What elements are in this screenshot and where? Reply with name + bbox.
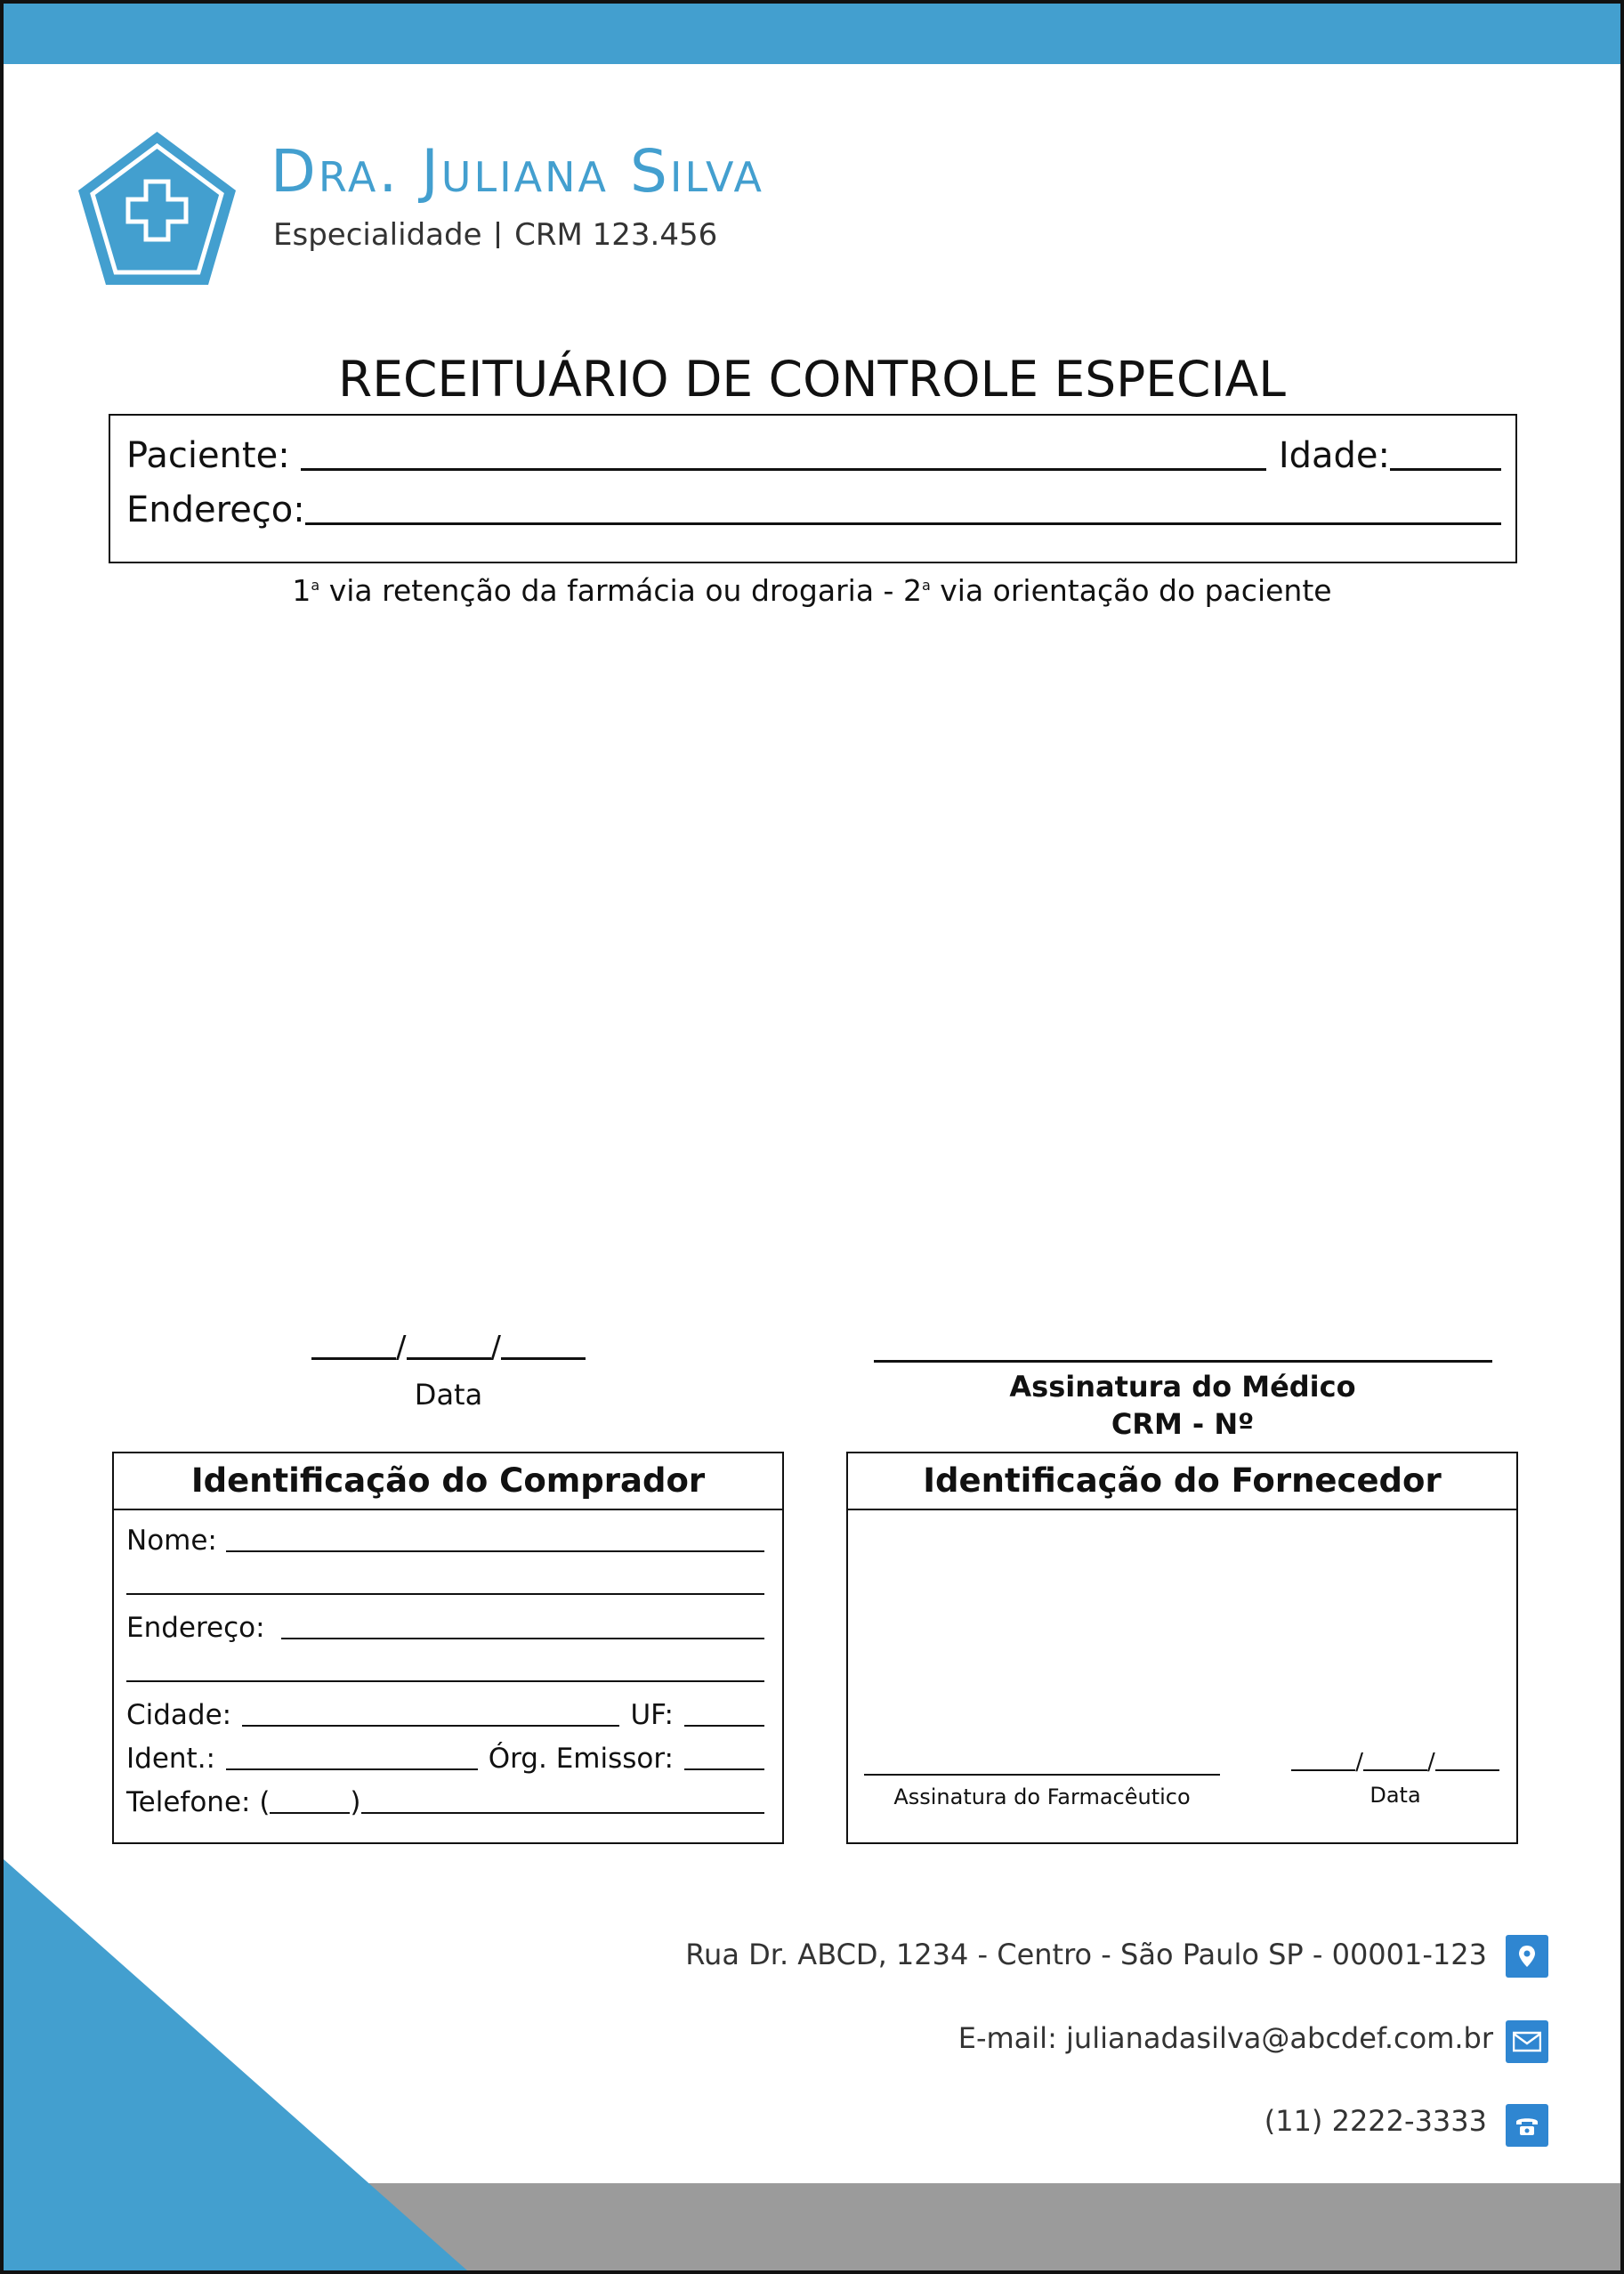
buyer-phone-row bbox=[126, 1786, 764, 1818]
doctor-credentials bbox=[273, 217, 717, 253]
buyer-address-field[interactable] bbox=[281, 1638, 764, 1639]
prescription-date-field[interactable] bbox=[306, 1330, 591, 1365]
patient-age-label: Idade: bbox=[1278, 435, 1390, 476]
corner-triangle-decoration bbox=[4, 1859, 475, 2274]
supplier-date-block bbox=[1289, 1749, 1502, 1808]
second-copy-text: via orientação do paciente bbox=[930, 573, 1332, 608]
document-title: RECEITUÁRIO DE CONTROLE ESPECIAL bbox=[338, 351, 1286, 408]
date-slash: / bbox=[1427, 1749, 1435, 1776]
buyer-ident-label: Ident.: bbox=[126, 1743, 215, 1775]
buyer-address-field-2[interactable] bbox=[126, 1680, 764, 1682]
date-slash: / bbox=[490, 1330, 501, 1365]
contact-phone[interactable]: (11) 2222-3333 bbox=[1264, 2104, 1487, 2138]
date-label: Data bbox=[414, 1378, 483, 1412]
buyer-box-title: Identificação do Comprador bbox=[114, 1453, 782, 1510]
buyer-city-row bbox=[126, 1699, 764, 1731]
copy-instructions bbox=[4, 573, 1620, 608]
contact-address: Rua Dr. ABCD, 1234 - Centro - São Paulo SP - 00001-123 bbox=[685, 1938, 1487, 1971]
date-day-field[interactable] bbox=[311, 1357, 396, 1360]
contact-email[interactable]: E-mail: julianadasilva@abcdef.com.br bbox=[957, 2021, 1493, 2055]
patient-name-row bbox=[126, 435, 1501, 476]
doctor-crm-label: CRM - Nº bbox=[1111, 1407, 1255, 1441]
patient-name-label: Paciente: bbox=[126, 435, 290, 476]
supplier-box-title: Identificação do Fornecedor bbox=[848, 1453, 1516, 1510]
buyer-ident-row bbox=[126, 1743, 764, 1775]
buyer-identification-box bbox=[112, 1452, 784, 1844]
supplier-date-field[interactable] bbox=[1289, 1749, 1502, 1776]
buyer-name-row bbox=[126, 1525, 764, 1557]
patient-info-box bbox=[109, 414, 1517, 563]
buyer-phone-label: Telefone: ( bbox=[126, 1786, 271, 1818]
first-copy-number: 1 bbox=[292, 573, 311, 608]
buyer-issuer-label: Órg. Emissor: bbox=[488, 1743, 674, 1775]
pharmacist-signature-block bbox=[864, 1774, 1220, 1809]
buyer-address-row bbox=[126, 1612, 764, 1644]
patient-name-field[interactable] bbox=[301, 468, 1266, 471]
doctor-name: Dra. Juliana Silva bbox=[271, 137, 765, 206]
patient-address-field[interactable] bbox=[305, 522, 1501, 525]
buyer-city-field[interactable] bbox=[242, 1725, 619, 1727]
buyer-phone-field[interactable] bbox=[361, 1812, 764, 1814]
buyer-name-field-2[interactable] bbox=[126, 1593, 764, 1595]
supplier-date-label: Data bbox=[1369, 1783, 1421, 1808]
crm-text: CRM 123.456 bbox=[514, 217, 718, 253]
prescription-date-block bbox=[306, 1330, 591, 1412]
buyer-address-row-2 bbox=[126, 1656, 764, 1687]
supplier-date-day-field[interactable] bbox=[1291, 1769, 1355, 1771]
buyer-name-label: Nome: bbox=[126, 1525, 217, 1557]
first-copy-ordinal: a bbox=[311, 577, 320, 594]
buyer-uf-label: UF: bbox=[630, 1699, 674, 1731]
date-slash: / bbox=[396, 1330, 407, 1365]
date-month-field[interactable] bbox=[407, 1357, 491, 1360]
doctor-signature-field[interactable] bbox=[874, 1330, 1492, 1363]
doctor-signature-label: Assinatura do Médico bbox=[1009, 1370, 1356, 1404]
supplier-date-month-field[interactable] bbox=[1363, 1769, 1427, 1771]
telephone-icon bbox=[1506, 2104, 1548, 2147]
buyer-uf-field[interactable] bbox=[684, 1725, 764, 1727]
doctor-signature-block bbox=[871, 1330, 1494, 1441]
pharmacist-signature-label: Assinatura do Farmacêutico bbox=[893, 1784, 1191, 1809]
date-year-field[interactable] bbox=[501, 1357, 586, 1360]
patient-age-field[interactable] bbox=[1390, 468, 1501, 471]
buyer-phone-area-field[interactable] bbox=[270, 1812, 350, 1814]
buyer-name-field[interactable] bbox=[226, 1550, 764, 1552]
medical-cross-pentagon-icon bbox=[75, 128, 239, 288]
buyer-name-row-2 bbox=[126, 1569, 764, 1599]
credentials-separator bbox=[497, 222, 499, 248]
buyer-phone-close: ) bbox=[350, 1786, 361, 1818]
header-color-bar bbox=[4, 4, 1620, 64]
date-slash: / bbox=[1355, 1749, 1363, 1776]
buyer-city-label: Cidade: bbox=[126, 1699, 232, 1731]
supplier-identification-box bbox=[846, 1452, 1518, 1844]
envelope-icon bbox=[1506, 2020, 1548, 2063]
second-copy-number: 2 bbox=[902, 573, 922, 608]
buyer-ident-field[interactable] bbox=[226, 1768, 478, 1770]
pharmacist-signature-field[interactable] bbox=[864, 1774, 1220, 1776]
first-copy-text: via retenção da farmácia ou drogaria - bbox=[319, 573, 903, 608]
location-pin-icon bbox=[1506, 1935, 1548, 1978]
specialty-text: Especialidade bbox=[273, 217, 482, 253]
buyer-address-label: Endereço: bbox=[126, 1612, 265, 1644]
patient-address-row bbox=[126, 490, 1501, 530]
buyer-issuer-field[interactable] bbox=[684, 1768, 764, 1770]
supplier-date-year-field[interactable] bbox=[1435, 1769, 1499, 1771]
second-copy-ordinal: a bbox=[921, 577, 931, 594]
patient-address-label: Endereço: bbox=[126, 490, 305, 530]
